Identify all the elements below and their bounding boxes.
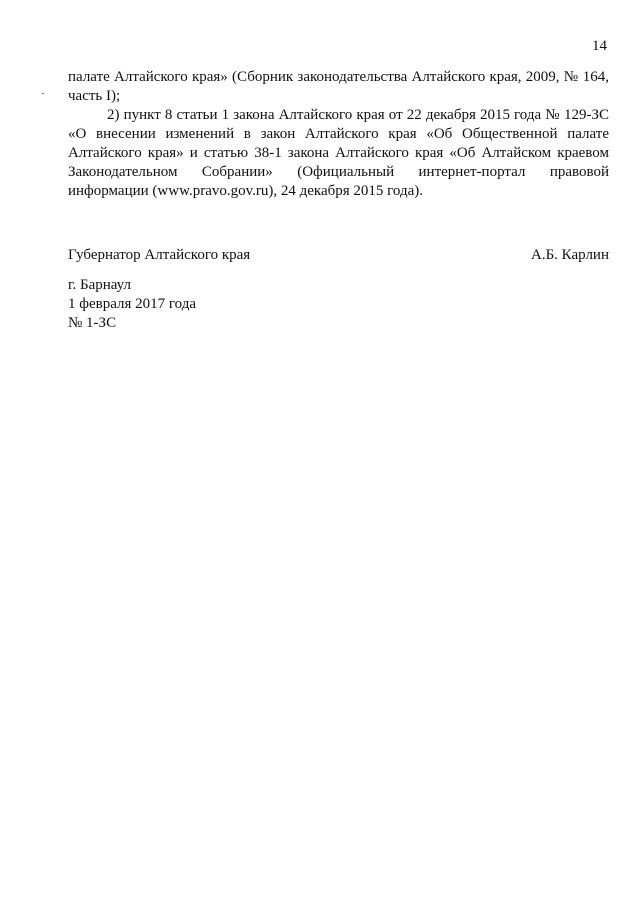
law-number: № 1-ЗС	[68, 315, 117, 331]
date: 1 февраля 2017 года	[68, 296, 197, 312]
city: г. Барнаул	[68, 277, 131, 293]
scan-artifact	[42, 93, 44, 94]
paragraph-item-2: 2) пункт 8 статьи 1 закона Алтайского края от 22 декабря 2015 года № 129-ЗС «О внесении изменений в закон Алтайского края «Об Общественной палате Алтайского края» и статью 38-1 закона Алтайского края «Об Алтайском краевом Законодательном Собрании» (Официальный интернет-портал правовой информации (www.pravo.gov.ru), 24 декабря 2015 года).	[68, 107, 609, 199]
place-date-block	[68, 276, 196, 333]
page-number: 14	[592, 38, 607, 54]
paragraph-continuation: палате Алтайского края» (Сборник законодательства Алтайского края, 2009, № 164, часть I);	[68, 69, 609, 104]
signature-block	[68, 246, 609, 265]
document-body	[68, 68, 609, 201]
signatory-name: А.Б. Карлин	[530, 247, 609, 263]
signatory-position: Губернатор Алтайского края	[68, 247, 251, 263]
